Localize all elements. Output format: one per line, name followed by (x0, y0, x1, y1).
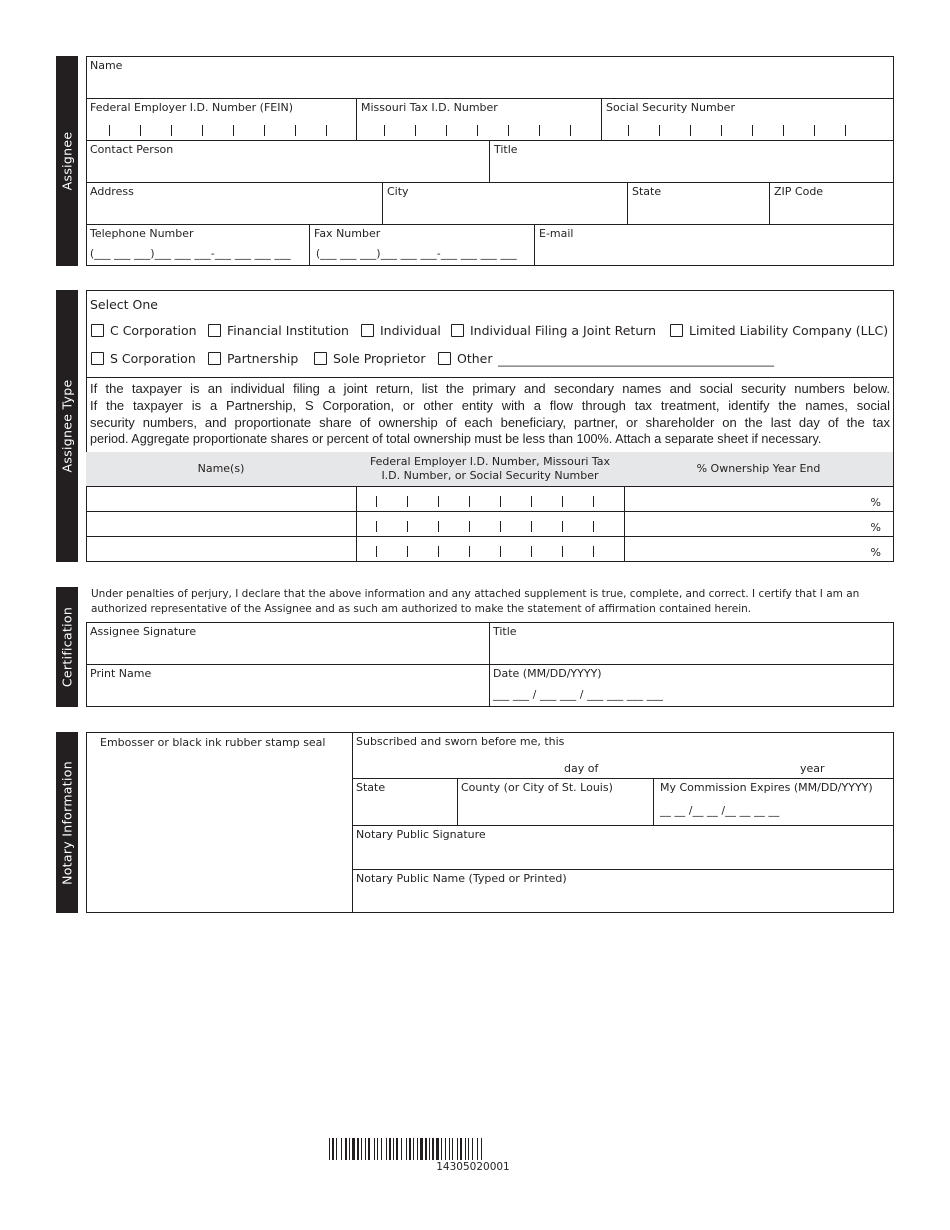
option-s-corporation[interactable]: S Corporation (91, 351, 196, 366)
state-field[interactable] (628, 182, 770, 225)
select-one-label: Select One (90, 297, 158, 312)
email-label: E-mail (539, 227, 574, 240)
option-sole-proprietor[interactable]: Sole Proprietor (314, 351, 425, 366)
telephone-field[interactable] (86, 224, 310, 266)
barcode-bar (368, 1138, 370, 1160)
barcode-bar (401, 1138, 402, 1160)
telephone-blank: (___ ___ ___)___ ___ ___-___ ___ ___ ___ (90, 248, 291, 260)
checkbox[interactable] (208, 324, 221, 337)
checkbox[interactable] (91, 352, 104, 365)
barcode-number: 14305020001 (436, 1161, 510, 1173)
barcode-bar (417, 1138, 418, 1160)
assignee-signature-label: Assignee Signature (90, 625, 197, 638)
barcode-bar (357, 1138, 359, 1160)
checkbox[interactable] (314, 352, 327, 365)
barcode-bar (468, 1138, 469, 1160)
barcode-bar (449, 1138, 450, 1160)
checkbox[interactable] (451, 324, 464, 337)
subscribed-label: Subscribed and sworn before me, this (356, 735, 565, 748)
barcode-bar (445, 1138, 446, 1160)
col-header-ids: Federal Employer I.D. Number, Missouri Tax I.D. Number, or Social Security Number (356, 452, 625, 487)
table-row-id[interactable] (356, 486, 625, 512)
option-c-corporation[interactable]: C Corporation (91, 323, 197, 338)
barcode-bar (341, 1138, 342, 1160)
col-header-names: Name(s) (86, 452, 357, 487)
date-label: Date (MM/DD/YYYY) (493, 667, 602, 680)
print-name-field[interactable] (86, 664, 490, 707)
zip-code-field[interactable] (770, 182, 894, 225)
barcode-bar (477, 1138, 478, 1160)
checkbox[interactable] (670, 324, 683, 337)
barcode-bar (457, 1138, 458, 1160)
instructions-line-3: security numbers, and proportionate share of ownership of each beneficiary, partner, or shareholder on the last day of the tax (90, 415, 890, 430)
city-label: City (387, 185, 409, 198)
section-tab-assignee: Assignee (56, 56, 78, 266)
option-individual-joint-return[interactable]: Individual Filing a Joint Return (451, 323, 656, 338)
option-financial-institution[interactable]: Financial Institution (208, 323, 349, 338)
checkbox[interactable] (438, 352, 451, 365)
barcode-bar (429, 1138, 430, 1160)
telephone-label: Telephone Number (90, 227, 194, 240)
barcode-bar (393, 1138, 394, 1160)
assignee-title-label: Title (494, 143, 518, 156)
fein-field[interactable] (86, 98, 357, 141)
barcode-bar (409, 1138, 411, 1160)
barcode-bar (389, 1138, 391, 1160)
day-of-label: day of (564, 762, 599, 775)
commission-expires-field[interactable] (653, 778, 894, 826)
barcode-bar (352, 1138, 355, 1160)
barcode-bar (386, 1138, 387, 1160)
option-llc[interactable]: Limited Liability Company (LLC) (670, 323, 888, 338)
contact-person-label: Contact Person (90, 143, 174, 156)
barcode-bar (349, 1138, 350, 1160)
barcode-bar (452, 1138, 453, 1160)
notary-signature-field[interactable] (352, 825, 894, 870)
percent-symbol: % (870, 521, 881, 534)
seal-label: Embosser or black ink rubber stamp seal (100, 736, 326, 749)
barcode-bar (472, 1138, 473, 1160)
perjury-statement-line-1: Under penalties of perjury, I declare that the above information and any attached supplement is true, complete, and correct. I certify that I am an (91, 588, 860, 600)
assignee-title-field[interactable] (490, 140, 894, 183)
notary-state-label: State (356, 781, 386, 794)
name-field[interactable] (86, 56, 894, 99)
barcode-bar (413, 1138, 414, 1160)
date-blank: ___ ___ / ___ ___ / ___ ___ ___ ___ (493, 689, 664, 701)
perjury-statement-line-2: authorized representative of the Assignee and as such am authorized to make the statement of affirmation contained herein. (91, 603, 752, 615)
barcode-bar (345, 1138, 347, 1160)
fax-field[interactable] (310, 224, 535, 266)
certification-title-label: Title (493, 625, 517, 638)
option-partnership[interactable]: Partnership (208, 351, 298, 366)
stamp-seal-area (86, 732, 353, 913)
notary-name-field[interactable] (352, 869, 894, 913)
year-label: year (800, 762, 825, 775)
fax-label: Fax Number (314, 227, 381, 240)
barcode-bar (406, 1138, 407, 1160)
zip-code-label: ZIP Code (774, 185, 824, 198)
barcode-bar (465, 1138, 466, 1160)
address-label: Address (90, 185, 134, 198)
commission-blank: __ __ /__ __ /__ __ __ __ (660, 805, 780, 817)
table-row-ownership[interactable] (624, 511, 894, 537)
state-label: State (632, 185, 662, 198)
notary-name-label: Notary Public Name (Typed or Printed) (356, 872, 567, 885)
subscribed-field[interactable] (352, 732, 894, 779)
certification-title-field[interactable] (489, 622, 894, 665)
email-field[interactable] (535, 224, 894, 266)
instructions-line-4: period. Aggregate proportionate shares or percent of total ownership must be less than 100%. Attach a separate sheet if necessary. (90, 432, 822, 446)
barcode-bar (436, 1138, 439, 1160)
notary-signature-label: Notary Public Signature (356, 828, 486, 841)
table-row-id[interactable] (356, 511, 625, 537)
date-field[interactable] (489, 664, 894, 707)
barcode-bar (377, 1138, 378, 1160)
barcode-bar (332, 1138, 334, 1160)
option-individual[interactable]: Individual (361, 323, 441, 338)
ssn-label: Social Security Number (606, 101, 735, 114)
notary-state-field[interactable] (352, 778, 458, 826)
table-row-ownership[interactable] (624, 536, 894, 562)
name-label: Name (90, 59, 123, 72)
barcode-bar (420, 1138, 423, 1160)
fein-label: Federal Employer I.D. Number (FEIN) (90, 101, 294, 114)
table-row-id[interactable] (356, 536, 625, 562)
table-row-name[interactable] (86, 511, 357, 537)
barcode-bar (460, 1138, 462, 1160)
option-other[interactable]: Other (438, 351, 493, 366)
missouri-tax-id-field[interactable] (357, 98, 602, 141)
notary-county-field[interactable] (457, 778, 654, 826)
barcode-bar (425, 1138, 427, 1160)
section-tab-assignee-type: Assignee Type (56, 290, 78, 562)
barcode-bar (329, 1138, 330, 1160)
barcode-bar (432, 1138, 434, 1160)
ssn-field[interactable] (602, 98, 894, 141)
table-row-name[interactable] (86, 486, 357, 512)
address-field[interactable] (86, 182, 383, 225)
checkbox[interactable] (361, 324, 374, 337)
barcode-bar (361, 1138, 362, 1160)
commission-expires-label: My Commission Expires (MM/DD/YYYY) (660, 781, 873, 794)
city-field[interactable] (383, 182, 628, 225)
checkbox[interactable] (91, 324, 104, 337)
barcode-bar (374, 1138, 375, 1160)
notary-county-label: County (or City of St. Louis) (461, 781, 613, 794)
percent-symbol: % (870, 496, 881, 509)
section-tab-notary: Notary Information (56, 732, 78, 913)
barcode-bar (381, 1138, 382, 1160)
missouri-tax-id-label: Missouri Tax I.D. Number (361, 101, 498, 114)
checkbox[interactable] (208, 352, 221, 365)
fax-blank: (___ ___ ___)___ ___ ___-___ ___ ___ ___ (316, 248, 517, 260)
col-header-ownership: % Ownership Year End (624, 452, 894, 487)
percent-symbol: % (870, 546, 881, 559)
table-row-ownership[interactable] (624, 486, 894, 512)
table-row-name[interactable] (86, 536, 357, 562)
instructions-line-1: If the taxpayer is an individual filing a joint return, list the primary and secondary names and social security numbers below. (90, 381, 890, 396)
barcode-bar (365, 1138, 366, 1160)
barcode-bar (481, 1138, 482, 1160)
other-blank[interactable]: ________________________________________________ (498, 353, 774, 367)
assignee-signature-field[interactable] (86, 622, 490, 665)
barcode-bar (441, 1138, 442, 1160)
instructions-line-2: If the taxpayer is a Partnership, S Corporation, or other entity with a flow through tax treatment, identify the names, social (90, 398, 890, 413)
barcode (329, 1138, 617, 1160)
barcode-bar (336, 1138, 337, 1160)
print-name-label: Print Name (90, 667, 152, 680)
instructions-divider (86, 377, 894, 378)
contact-person-field[interactable] (86, 140, 490, 183)
barcode-bar (396, 1138, 398, 1160)
section-tab-certification: Certification (56, 587, 78, 707)
